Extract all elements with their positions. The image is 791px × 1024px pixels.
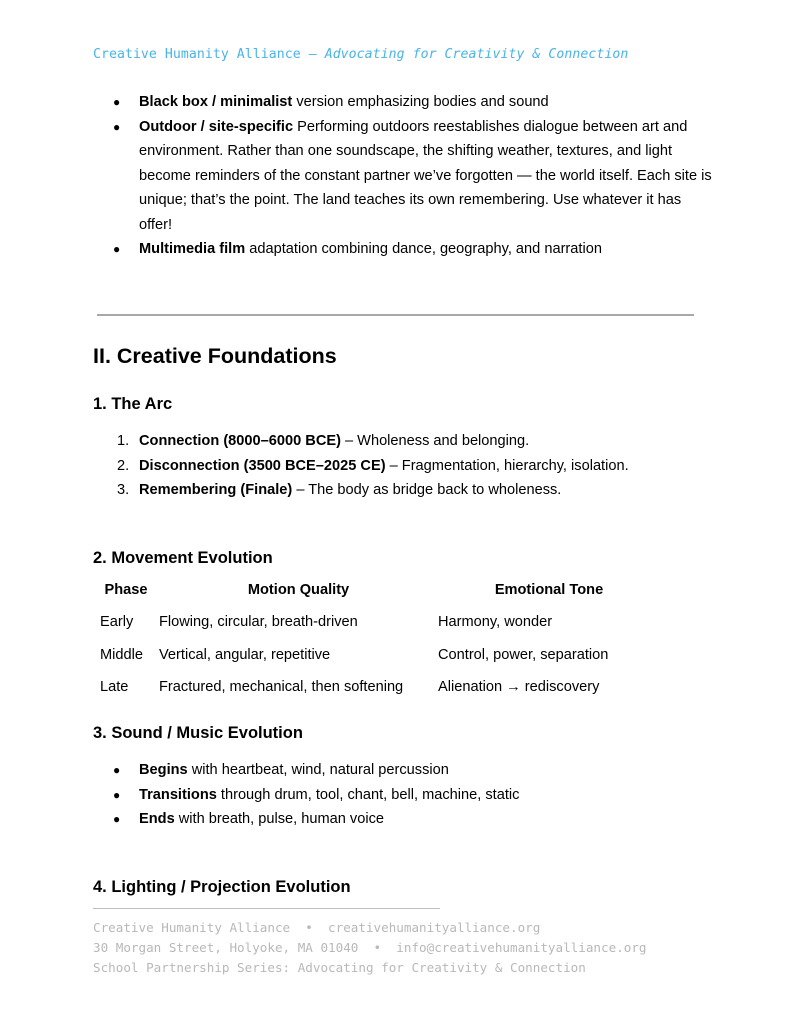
table-row [93, 606, 660, 639]
page-header [93, 47, 628, 62]
item-bold: Remembering (Finale) [139, 482, 293, 498]
item-bold: Multimedia film [139, 241, 246, 257]
bullet-icon: ● [113, 119, 121, 134]
table-cell: Flowing, circular, breath-driven [159, 614, 358, 631]
table-header-row [93, 574, 660, 606]
page-footer [93, 918, 647, 978]
item-text: – The body as bridge back to wholeness. [292, 482, 562, 498]
arc-heading: 1. The Arc [93, 395, 173, 413]
item-text: – Fragmentation, hierarchy, isolation. [385, 457, 629, 474]
bullet-icon: ● [113, 812, 121, 826]
table-cell: Fractured, mechanical, then softening [159, 679, 404, 696]
table-cell: Middle [100, 646, 143, 663]
column-header: Motion Quality [247, 582, 350, 598]
item-number: 1. [117, 433, 130, 449]
table-cell: Alienation → rediscovery [438, 679, 600, 696]
sound-list [93, 758, 693, 832]
bullet-icon: ● [113, 95, 121, 109]
list-item [93, 115, 713, 238]
bullet-icon: ● [113, 763, 121, 777]
table-cell: Harmony, wonder [438, 614, 553, 631]
column-header: Emotional Tone [494, 582, 604, 598]
item-bold: Disconnection (3500 BCE–2025 CE) [139, 457, 386, 474]
footer-line-contact: Creative Humanity Alliance • creativehumanityalliance.org [93, 920, 541, 935]
table-row [93, 671, 660, 704]
footer-divider [93, 908, 440, 909]
item-bold: Outdoor / site-specific [139, 118, 294, 135]
sound-heading: 3. Sound / Music Evolution [93, 724, 303, 742]
table-cell: Control, power, separation [438, 646, 609, 663]
arc-list [93, 429, 629, 503]
item-text: Performing outdoors reestablishes dialogue between art and environment. Rather than one soundscape, the shifting weather, textures, and light become reminders of the constant partner we’ve forgotten — the world itself. Each site is unique; that’s the point. The land teaches its own remembering. Use whatever it has offer! [139, 118, 712, 233]
item-bold: Ends [139, 811, 175, 827]
item-number: 2. [117, 457, 130, 474]
item-bold: Begins [139, 762, 188, 778]
header-separator: — [300, 47, 325, 62]
item-text: with heartbeat, wind, natural percussion [187, 762, 449, 778]
lighting-heading: 4. Lighting / Projection Evolution [93, 878, 351, 896]
column-header: Phase [104, 582, 148, 598]
list-item [93, 429, 629, 454]
header-tagline: Advocating for Creativity & Connection [324, 47, 629, 62]
item-text: with breath, pulse, human voice [174, 811, 384, 827]
bullet-icon: ● [113, 787, 121, 802]
list-item [93, 237, 713, 262]
item-text: adaptation combining dance, geography, and narration [245, 241, 602, 257]
bullet-icon: ● [113, 242, 121, 256]
footer-line-series: School Partnership Series: Advocating for Creativity & Connection [93, 960, 586, 975]
table-cell: Vertical, angular, repetitive [159, 646, 331, 663]
list-item [93, 807, 693, 832]
item-number: 3. [117, 482, 130, 498]
table-cell: Late [100, 679, 129, 696]
item-bold: Black box / minimalist [139, 94, 293, 110]
item-bold: Connection (8000–6000 BCE) [139, 433, 341, 449]
table-row [93, 639, 660, 672]
table-cell: Early [100, 614, 134, 631]
section-title: II. Creative Foundations [93, 344, 337, 368]
list-item [93, 783, 693, 808]
item-text: through drum, tool, chant, bell, machine, static [216, 786, 520, 803]
movement-heading: 2. Movement Evolution [93, 549, 273, 567]
footer-line-address: 30 Morgan Street, Holyoke, MA 01040 • info@creativehumanityalliance.org [93, 940, 647, 955]
item-text: version emphasizing bodies and sound [292, 94, 549, 110]
list-item [93, 478, 629, 503]
header-org: Creative Humanity Alliance [93, 47, 301, 62]
list-item [93, 454, 629, 479]
movement-table [93, 574, 660, 704]
item-text: – Wholeness and belonging. [340, 433, 530, 449]
list-item [93, 758, 693, 783]
section-divider [97, 314, 694, 316]
staging-options-list [93, 90, 713, 262]
list-item [93, 90, 713, 115]
item-bold: Transitions [139, 786, 217, 803]
